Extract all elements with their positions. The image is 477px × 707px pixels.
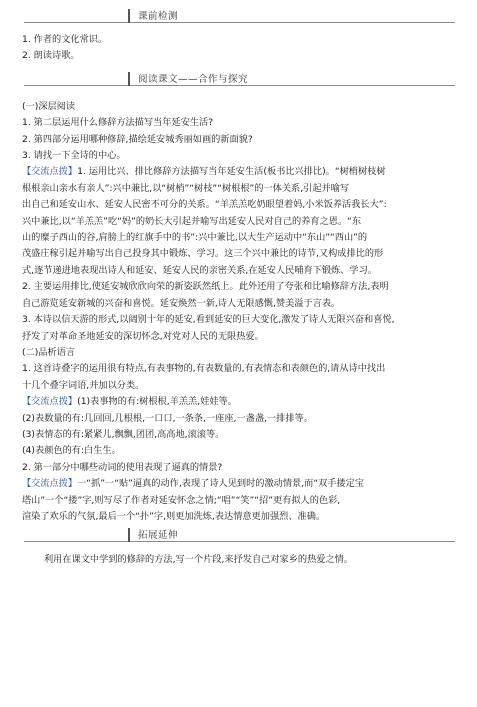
preview-item: 1. 作者的文化常识。 — [22, 34, 108, 45]
question: 2. 第一部分中哪些动词的使用表现了逼真的情景? — [22, 461, 223, 473]
answer-line: 出自己和延安山水、延安人民密不可分的关系。“羊羔羔吃奶眼望着妈,小米饭养活我长大”: — [22, 199, 387, 211]
section-title-reading: 阅读课文——合作与探究 — [134, 71, 252, 85]
answer-line — [22, 394, 461, 410]
answer-line: 自己游览延安新城的兴奋和喜悦。延安焕然一新,诗人无限感慨,赞美溢于言表。 — [22, 297, 341, 309]
answer-line — [22, 164, 461, 180]
answer-line: (2)表数量的有:几回回,几根根,一口口,一条条,一座座,一盏盏,一排排等。 — [22, 412, 313, 424]
answer-line: 2. 主要运用排比,使延安城欣欣向荣的新姿跃然纸上。此外还用了夸张和比喻修辞方法,表明 — [22, 281, 389, 293]
header-rule — [24, 541, 455, 542]
answer-line: (4)表颜色的有:白生生。 — [22, 445, 121, 457]
answer-line: 山的糜子西山的谷,肩膀上的红旗手中的书”:兴中兼比,以大生产运动中“东山”“西山”的 — [22, 232, 368, 244]
exchange-label: 【交流点拨】 — [22, 478, 78, 490]
answer-line: 塔山”一个“搂”字,则写尽了作者对延安怀念之情;“唱”“笑”“招”更有拟人的色彩, — [22, 494, 341, 506]
header-rule — [24, 85, 455, 86]
question: 1. 第二层运用什么修辞方法描写当年延安生活? — [22, 117, 214, 129]
answer-text: 1. 运用比兴、排比修辞方法描写当年延安生活(板书比兴排比)。“树梢树枝树 — [77, 166, 386, 178]
answer-line: 式,逐节递进地表现出诗人和延安、延安人民的亲密关系,在延安人民哺育下锻炼、学习。 — [22, 264, 377, 276]
header-bar-left — [128, 9, 130, 23]
answer-line: 茂盛庄稼引起并喻写出自己投身其中锻炼、学习。这三个兴中兼比的诗节,又构成排比的形 — [22, 248, 384, 260]
part-heading: (二)品析语言 — [22, 346, 76, 358]
extend-text: 利用在课文中学到的修辞的方法,写一个片段,来抒发自己对家乡的热爱之情。 — [44, 554, 354, 566]
exchange-label: 【交流点拨】 — [22, 396, 78, 408]
section-title-extend: 拓展延伸 — [134, 527, 182, 541]
header-bar-left — [128, 72, 130, 86]
question: 十几个叠字词语,并加以分类。 — [22, 379, 145, 391]
section-header-extend — [24, 525, 461, 547]
answer-line: (3)表情态的有:紧紧儿,飘飘,团团,高高地,滚滚等。 — [22, 428, 225, 440]
question: 1. 这首诗叠字的运用很有特点,有表事物的,有表数量的,有表情态和表颜色的,请从诗中找出 — [22, 363, 386, 375]
question: 3. 请找一下全诗的中心。 — [22, 150, 126, 162]
answer-text: 一“抓”一“贴”逼真的动作,表现了诗人见到时的激动情景,而“双手搂定宝 — [77, 478, 365, 490]
header-rule — [24, 22, 455, 23]
answer-line: 兴中兼比,以“羊羔羔”吃“妈”的奶长大引起并喻写出延安人民对自己的养育之恩。“东 — [22, 215, 362, 227]
section-header-preview — [24, 6, 461, 28]
answer-line: 抒发了对革命圣地延安的深切怀念,对党对人民的无限热爱。 — [22, 330, 264, 342]
question: 2. 第四部分运用哪种修辞,描绘延安城秀丽如画的新面貌? — [22, 133, 253, 145]
answer-line: 3. 本诗以信天游的形式,以阔别十年的延安,看到延安的巨大变化,激发了诗人无限兴奋和喜悦, — [22, 314, 395, 326]
section-title-preview: 课前检测 — [134, 8, 182, 22]
preview-item: 2. 朗读诗歌。 — [22, 50, 80, 62]
answer-line — [22, 476, 461, 492]
answer-text: (1)表事物的有:树根根,羊羔羔,娃娃等。 — [77, 396, 237, 408]
answer-line: 渲染了欢乐的气氛,最后一个“扑”字,则更加洗炼,表达情意更加强烈、准确。 — [22, 510, 326, 522]
section-header-reading — [24, 69, 461, 91]
part-heading: (一)深层阅读 — [22, 100, 76, 112]
header-bar-left — [128, 528, 130, 542]
answer-line: 根根亲山亲水有亲人”:兴中兼比,以“树梢”“树枝”“树根根”的一体关系,引起并喻写 — [22, 182, 350, 194]
exchange-label: 【交流点拨】 — [22, 166, 78, 178]
